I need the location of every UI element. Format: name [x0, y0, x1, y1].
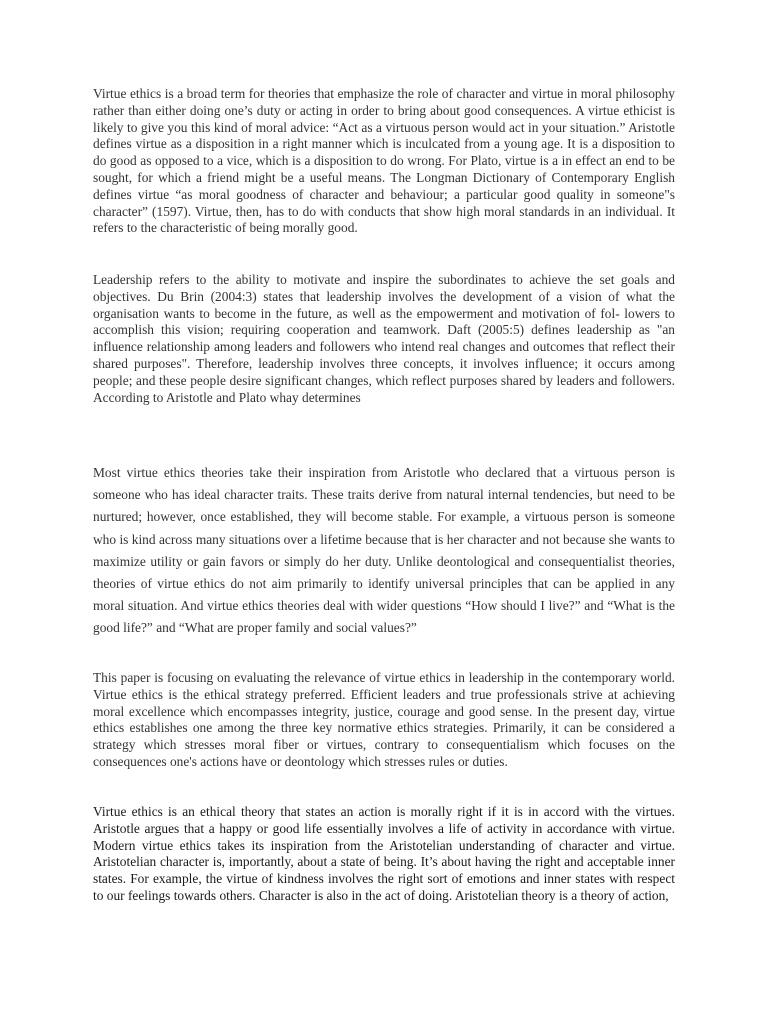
paragraph-ethical-theory: Virtue ethics is an ethical theory that states an action is morally right if it is in accord with the virtues. Aristotle argues that a happy or good life essentially involves a life of activity in accordance with virtue. Modern virtue ethics takes its inspiration from the Aristotelian understanding of character and virtue. Aristotelian character is, importantly, about a state of being. It’s about having the right and acceptable inner states. For example, the virtue of kindness involves the right sort of emotions and inner states with respect to our feelings towards others. Character is also in the act of doing. Aristotelian theory is a theory of action, — [93, 804, 675, 903]
paragraph-aristotle-inspiration: Most virtue ethics theories take their inspiration from Aristotle who declared that a virtuous person is someone who has ideal character traits. These traits derive from natural internal tendencies, but need to be nurtured; however, once established, they will become stable. For example, a virtuous person is someone who is kind across many situations over a lifetime because that is her character and not because she wants to maximize utility or gain favors or simply do her duty. Unlike deontological and consequentialist theories, theories of virtue ethics do not aim primarily to identify universal principles that can be applied in any moral situation. And virtue ethics theories deal with wider questions “How should I live?” and “What is the good life?” and “What are proper family and social values?” — [93, 465, 675, 636]
paragraph-virtue-definition: Virtue ethics is a broad term for theories that emphasize the role of character and virtue in moral philosophy rather than either doing one’s duty or acting in order to bring about good consequences. A virtue ethicist is likely to give you this kind of moral advice: “Act as a virtuous person would act in your situation.” Aristotle defines virtue as a disposition in a right manner which is inculcated from a young age. It is a disposition to do good as opposed to a vice, which is a disposition to do wrong. For Plato, virtue is a in effect an end to be sought, for which a friend might be a useful means. The Longman Dictionary of Contemporary English defines virtue “as moral goodness of character and behaviour; a particular good quality in someone"s character” (1597). Virtue, then, has to do with conducts that show high moral standards in an individual. It refers to the characteristic of being morally good. — [93, 86, 675, 236]
paragraph-leadership-definition: Leadership refers to the ability to motivate and inspire the subordinates to achieve the set goals and objectives. Du Brin (2004:3) states that leadership involves the development of a vision of what the organisation wants to become in the future, as well as the empowerment and motivation of fol- lowers to accomplish this vision; requiring cooperation and teamwork. Daft (2005:5) defines leadership as "an influence relationship among leaders and followers who intend real changes and outcomes that reflect their shared purposes". Therefore, leadership involves three concepts, it involves influence; it occurs among people; and these people desire significant changes, which reflect purposes shared by leaders and followers. According to Aristotle and Plato whay determines — [93, 272, 675, 405]
paragraph-paper-focus: This paper is focusing on evaluating the relevance of virtue ethics in leadership in the contemporary world. Virtue ethics is the ethical strategy preferred. Efficient leaders and true professionals strive at achieving moral excellence which encompasses integrity, justice, courage and good sense. In the present day, virtue ethics establishes one among the three key normative ethics strategies. Primarily, it can be considered a strategy which stresses moral fiber or virtues, contrary to consequentialism which focuses on the consequences one's actions have or deontology which stresses rules or duties. — [93, 670, 675, 769]
